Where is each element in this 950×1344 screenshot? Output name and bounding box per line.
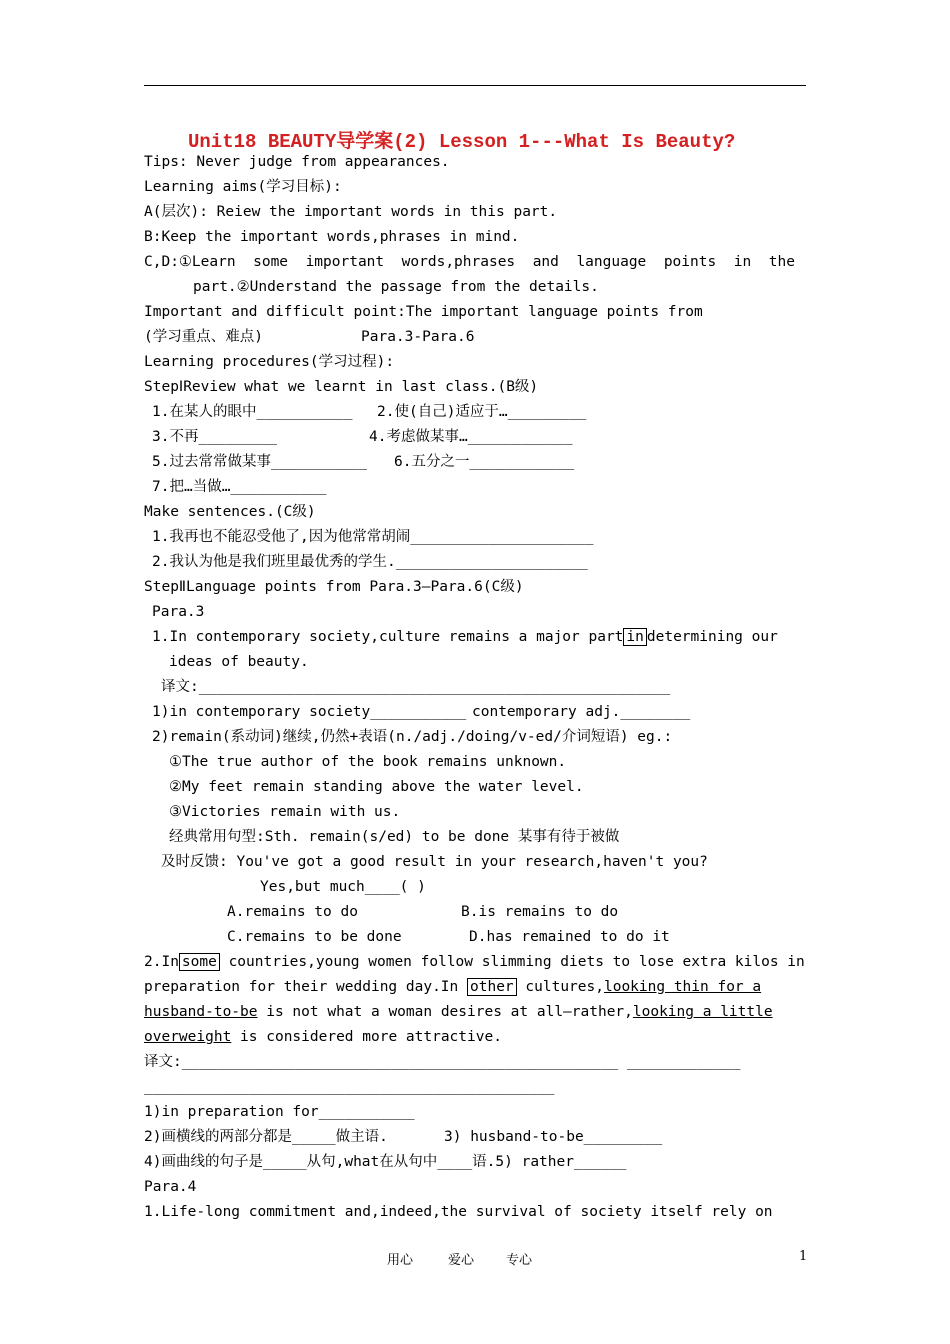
para4-question-1: 1.Life-long commitment and,indeed,the survival of society itself rely on [144,1204,773,1220]
aim-cd-word: and [532,254,559,270]
translation-line-1: 译文:______________________________________________________ [161,679,671,695]
review-item-4: 4.考虑做某事…____________ [369,429,573,445]
aim-b: B:Keep the important words,phrases in mind. [144,229,520,245]
q2-text: countries,young women follow slimming diets to lose extra kilos in [228,954,805,970]
page-number: 1 [799,1249,808,1264]
make-sentences-heading: Make sentences.(C级) [144,504,316,520]
translation-line-2: 译文:__________________________________________________ _____________ [144,1054,741,1070]
option-a: A.remains to do [227,904,358,920]
page-title: Unit18 BEAUTY导学案(2) Lesson 1---What Is Beauty? [188,131,736,153]
point-1b: contemporary adj.________ [472,704,691,720]
note-3: 3) husband-to-be_________ [444,1129,663,1145]
aims-heading: Learning aims(学习目标): [144,179,342,195]
para-4-heading: Para.4 [144,1179,197,1195]
q1-text-end: determining our [646,629,778,645]
aim-cd-word: some [253,254,289,270]
q2-text: cultures, [525,979,604,995]
example-3: ③Victories remain with us. [169,804,401,820]
option-b: B.is remains to do [461,904,619,920]
aim-cd-word: important [305,254,385,270]
boxed-word: in [623,628,646,646]
q2-start: 2.In [144,954,179,970]
feedback-answer: Yes,but much____( ) [260,879,426,895]
translation-line-2-cont: _______________________________________________ [144,1079,555,1095]
review-item-3: 3.不再_________ [152,429,278,445]
review-item-6: 6.五分之一____________ [394,454,575,470]
example-1: ①The true author of the book remains unknown. [169,754,567,770]
point-2: 2)remain(系动词)继续,仍然+表语(n./adj./doing/v-ed/介词短语) eg.: [152,729,673,745]
key-point-cn: (学习重点、难点) [144,329,263,345]
aim-a: A(层次): Reiew the important words in this part. [144,204,558,220]
q2-text: is considered more attractive. [240,1029,502,1045]
underlined-phrase: looking thin for a [603,979,762,995]
footer-text-1: 用心 [387,1253,414,1268]
boxed-word: some [179,953,220,971]
aim-cd-word: the [768,254,795,270]
aim-cd-word: words,phrases [401,254,516,270]
note-4: 4)画曲线的句子是_____从句,what在从句中____语.5) rather______ [144,1154,627,1170]
note-2: 2)画横线的两部分都是_____做主语. [144,1129,388,1145]
option-c: C.remains to be done [227,929,402,945]
note-1: 1)in preparation for___________ [144,1104,415,1120]
option-d: D.has remained to do it [469,929,670,945]
underlined-phrase: looking a little [632,1004,773,1020]
footer-text-2: 爱心 [448,1253,475,1268]
para3-question-1-cont: ideas of beauty. [169,654,309,670]
footer-text-3: 专心 [506,1253,533,1268]
sentence-2: 2.我认为他是我们班里最优秀的学生.______________________ [152,554,588,570]
aim-cd-cont: part.②Understand the passage from the details. [193,279,599,295]
step-2-heading: StepⅡLanguage points from Para.3—Para.6(C级) [144,579,524,595]
para3-question-2-line1 [144,952,805,972]
para3-question-1 [152,627,778,647]
q2-text: preparation for their wedding day.In [144,979,459,995]
aim-cd-word: language [576,254,647,270]
para3-question-2-line4 [144,1027,502,1047]
aim-cd-word: points [663,254,717,270]
para3-question-2-line2 [144,977,761,997]
review-item-7: 7.把…当做…___________ [152,479,327,495]
underlined-phrase: overweight [144,1029,232,1045]
para-3-heading: Para.3 [152,604,205,620]
aim-cd [144,252,795,272]
sentence-pattern: 经典常用句型:Sth. remain(s/ed) to be done 某事有待于被做 [169,829,620,845]
step-1-heading: StepⅠReview what we learnt in last class.(B级) [144,379,539,395]
example-2: ②My feet remain standing above the water level. [169,779,584,795]
key-point-paras: Para.3-Para.6 [361,329,475,345]
header-rule [144,85,806,86]
q2-text: is not what a woman desires at all—rather, [266,1004,633,1020]
review-item-2: 2.使(自己)适应于…_________ [377,404,587,420]
tips-line: Tips: Never judge from appearances. [144,154,450,170]
review-item-1: 1.在某人的眼中___________ [152,404,353,420]
procedures-heading: Learning procedures(学习过程): [144,354,395,370]
sentence-1: 1.我再也不能忍受他了,因为他常常胡闹_____________________ [152,529,594,545]
q1-text: 1.In contemporary society,culture remains a major part [152,629,624,645]
aim-cd-word: in [733,254,752,270]
point-1a: 1)in contemporary society___________ [152,704,467,720]
aim-cd-word: C,D:①Learn [144,254,236,270]
feedback-question: 及时反馈: You've got a good result in your research,haven't you? [161,854,708,870]
review-item-5: 5.过去常常做某事___________ [152,454,367,470]
para3-question-2-line3 [144,1002,773,1022]
boxed-word: other [467,978,517,996]
key-point: Important and difficult point:The important language points from [144,304,703,320]
underlined-phrase: husband-to-be [144,1004,258,1020]
